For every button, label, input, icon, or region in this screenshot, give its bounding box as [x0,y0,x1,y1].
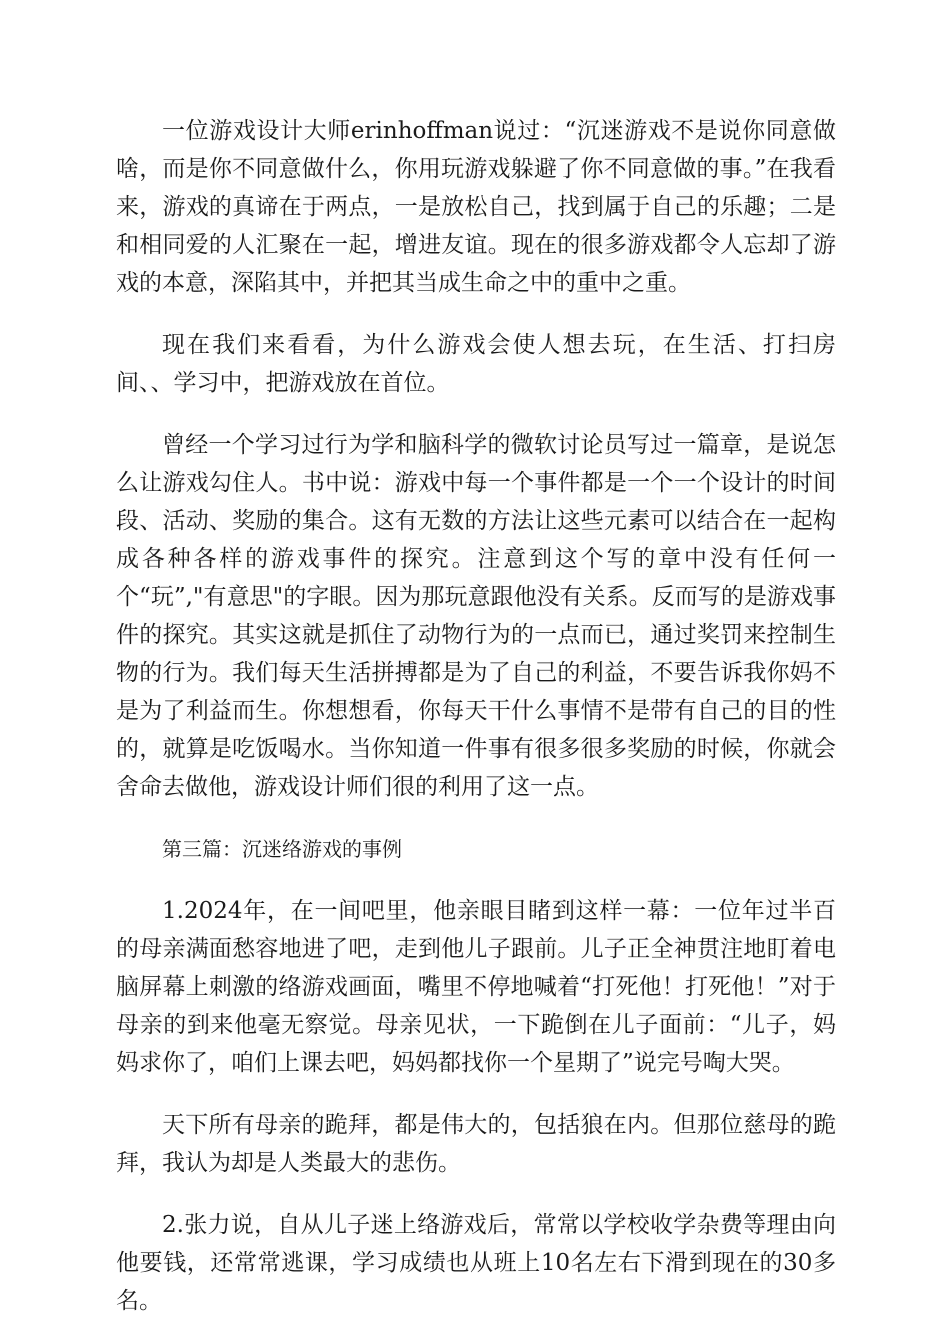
paragraph-why-games: 现在我们来看看，为什么游戏会使人想去玩，在生活、打扫房间、、学习中，把游戏放在首位。 [116,332,836,396]
paragraph-example-2: 2.张力说，自从儿子迷上络游戏后，常常以学校收学杂费等理由向他要钱，还常常逃课，学习成绩也从班上10名左右下滑到现在的30多名。 [116,1212,836,1314]
section-heading: 第三篇：沉迷络游戏的事例 [162,837,402,861]
paragraph-example-1: 1.2024年，在一间吧里，他亲眼目睹到这样一幕：一位年过半百的母亲满面愁容地进了吧，走到他儿子跟前。儿子正全神贯注地盯着电脑屏幕上刺激的络游戏画面，嘴里不停地喊着“打死他！打死他！”对于母亲的到来他毫无察觉。母亲见状，一下跪倒在儿子面前：“儿子，妈妈求你了，咱们上课去吧，妈妈都找你一个星期了”说完号啕大哭。 [116,898,836,1076]
document-body [116,112,836,1344]
paragraph-behavior-research: 曾经一个学习过行为学和脑科学的微软讨论员写过一篇章，是说怎么让游戏勾住人。书中说：游戏中每一个事件都是一个一个设计的时间段、活动、奖励的集合。这有无数的方法让这些元素可以结合在一起构成各种各样的游戏事件的探究。注意到这个写的章中没有任何一个“玩”,"有意思"的字眼。因为那玩意跟他没有关系。反而写的是游戏事件的探究。其实这就是抓住了动物行为的一点而已，通过奖罚来控制生物的行为。我们每天生活拼搏都是为了自己的利益，不要告诉我你妈不是为了利益而生。你想想看，你每天干什么事情不是带有自己的目的性的，就算是吃饭喝水。当你知道一件事有很多很多奖励的时候，你就会舍命去做他，游戏设计师们很的利用了这一点。 [116,432,836,800]
paragraph-mother-kneel: 天下所有母亲的跪拜，都是伟大的，包括狼在内。但那位慈母的跪拜，我认为却是人类最大的悲伤。 [116,1112,836,1176]
paragraph-intro-quote: 一位游戏设计大师erinhoffman说过：“沉迷游戏不是说你同意做啥，而是你不同意做什么，你用玩游戏躲避了你不同意做的事。”在我看来，游戏的真谛在于两点，一是放松自己，找到属于自己的乐趣；二是和相同爱的人汇聚在一起，增进友谊。现在的很多游戏都令人忘却了游戏的本意，深陷其中，并把其当成生命之中的重中之重。 [116,118,836,296]
